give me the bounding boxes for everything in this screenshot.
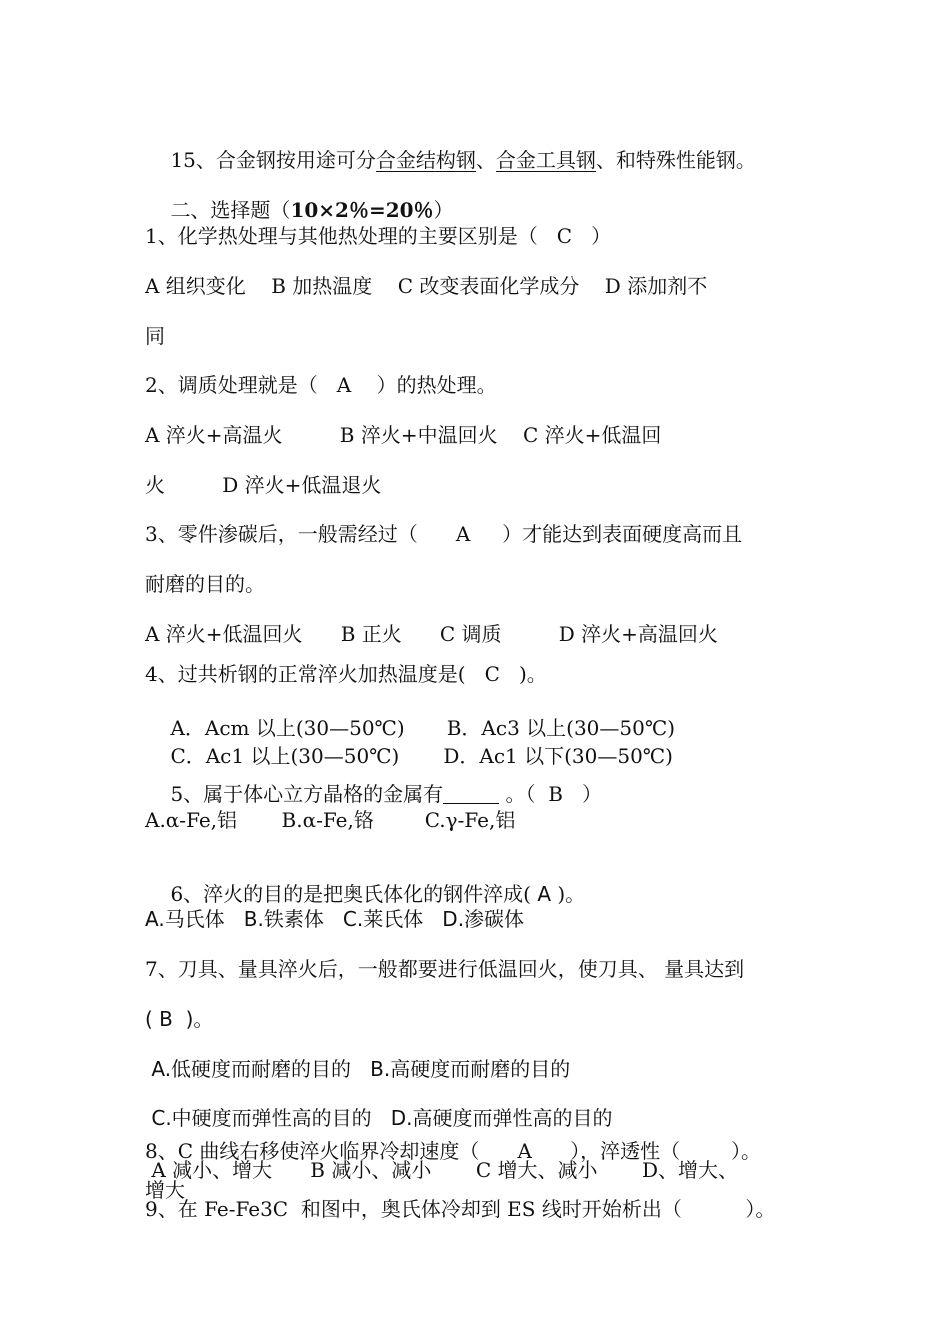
q4-option-c: C．Ac1 以上(30—50℃)	[170, 744, 400, 768]
q6-stem-pre: 6、淬火的目的是把奥氏体化的钢件淬成(	[170, 882, 531, 906]
question-7-options-ab: A.低硬度而耐磨的目的 B.高硬度而耐磨的目的	[145, 1057, 571, 1081]
q6-stem-post: )。	[557, 882, 586, 906]
q6-answer: A	[530, 882, 558, 906]
q15-prefix: 15、合金钢按用途可分	[170, 148, 376, 172]
question-3-stem: 3、零件渗碳后，一般需经过（ A ）才能达到表面硬度高而且	[145, 522, 743, 546]
q4-option-d: D．Ac1 以下(30—50℃)	[443, 744, 673, 768]
question-2-stem: 2、调质处理就是（ A ）的热处理。	[145, 373, 497, 397]
section-2-close: ）	[433, 198, 454, 222]
q15-answer-alloy-structural-steel: 合金结构钢	[375, 148, 476, 172]
q15-suffix: 、和特殊性能钢。	[595, 148, 756, 172]
section-2-title: 二、选择题（	[170, 198, 291, 222]
q5-stem-post: 。（ B ）	[499, 782, 603, 806]
question-7-options-cd: C.中硬度而弹性高的目的 D.高硬度而弹性高的目的	[145, 1106, 613, 1130]
q4-option-a: A．Acm 以上(30—50℃)	[170, 716, 405, 740]
question-1-options-cont: 同	[145, 324, 165, 348]
question-3-stem-cont: 耐磨的目的。	[145, 572, 265, 596]
question-5-options: A.α-Fe,铝 B.α-Fe,铬 C.γ-Fe,铝	[145, 808, 516, 832]
question-9-stem: 9、在 Fe-Fe3C 和图中，奥氏体冷却到 ES 线时开始析出（ ）。	[145, 1197, 776, 1221]
question-3-options: A 淬火+低温回火 B 正火 C 调质 D 淬火+高温回火	[145, 622, 718, 646]
q5-blank	[443, 785, 499, 804]
section-2-score: 10×2％=20％	[290, 198, 434, 222]
q15-answer-alloy-tool-steel: 合金工具钢	[495, 148, 596, 172]
q5-stem-pre: 5、属于体心立方晶格的金属有	[170, 782, 444, 806]
question-8-options: A 减小、增大 B 减小、减小 C 增大、减小 D、增大、	[145, 1158, 739, 1182]
question-8-options-cont: 增大	[145, 1178, 185, 1202]
question-2-options-cont: 火 D 淬火+低温退火	[145, 473, 382, 497]
question-8-stem: 8、C 曲线右移使淬火临界冷却速度（ A ），淬透性（ ）。	[145, 1139, 761, 1163]
question-7-stem-cont: ( B )。	[145, 1007, 214, 1031]
q15-separator: 、	[475, 148, 496, 172]
question-1-options: A 组织变化 B 加热温度 C 改变表面化学成分 D 添加剂不	[145, 274, 708, 298]
question-7-stem: 7、刀具、量具淬火后，一般都要进行低温回火，使刀具、 量具达到	[145, 957, 745, 981]
question-2-options: A 淬火+高温火 B 淬火+中温回火 C 淬火+低温回	[145, 423, 662, 447]
question-4-stem: 4、过共析钢的正常淬火加热温度是( C )。	[145, 662, 547, 686]
question-1-stem: 1、化学热处理与其他热处理的主要区别是（ C ）	[145, 224, 612, 248]
q4-option-b: B．Ac3 以上(30—50℃)	[446, 716, 676, 740]
question-6-options: A.马氏体 B.铁素体 C.莱氏体 D.渗碳体	[145, 907, 525, 931]
